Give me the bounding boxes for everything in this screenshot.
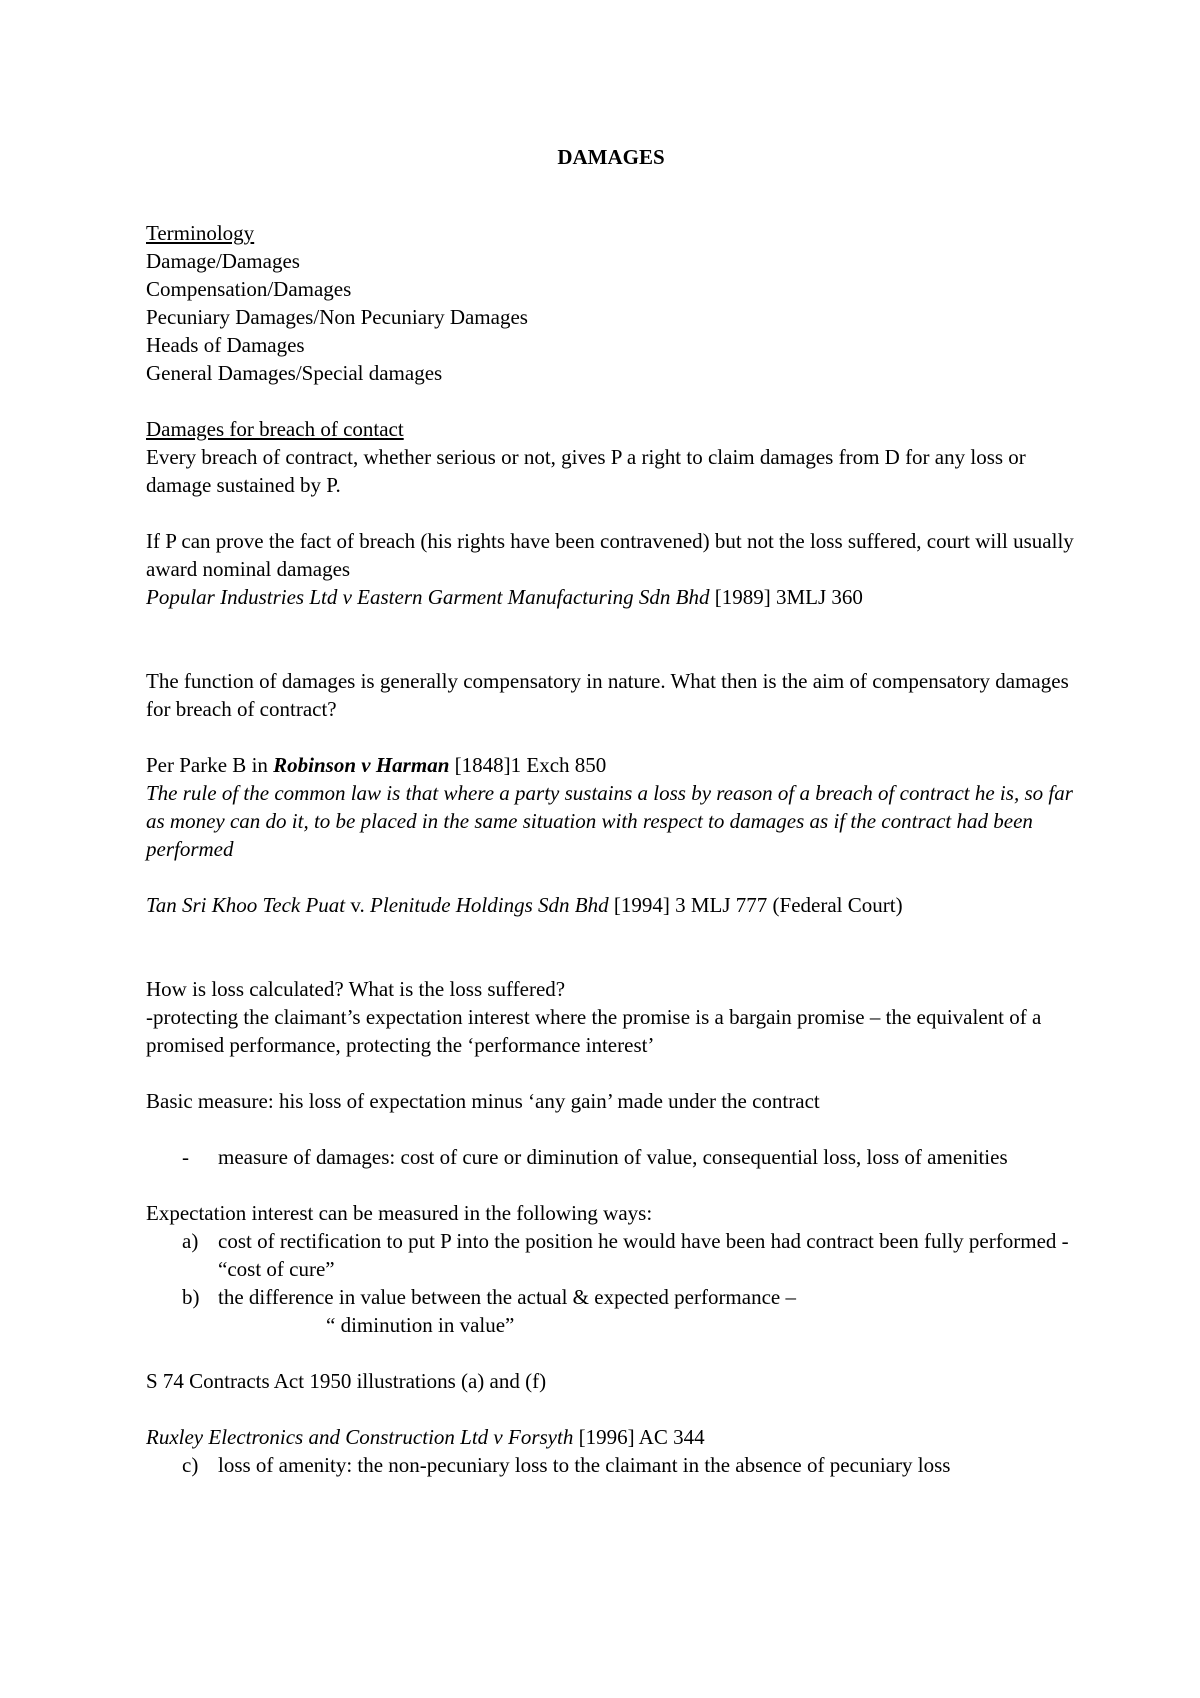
document-title: DAMAGES	[557, 145, 665, 169]
robinson-quote: The rule of the common law is that where a party sustains a loss by reason of a breach of contract he is, so far as money can do it, to be placed in the same situation with respect to damages as if the contract had been performed	[146, 781, 1073, 861]
terminology-item: Damage/Damages	[146, 249, 300, 273]
nominal-damages-paragraph: If P can prove the fact of breach (his rights have been contravened) but not the loss suffered, court will usually award nominal damages	[146, 529, 1074, 581]
citation-prefix: Per Parke B in	[146, 753, 274, 777]
statute-reference: S 74 Contracts Act 1950 illustrations (a) and (f)	[146, 1369, 547, 1393]
list-item	[146, 1227, 1076, 1283]
amenity-list	[146, 1451, 1076, 1479]
breach-paragraph: Every breach of contract, whether serious or not, gives P a right to claim damages from D for any loss or damage sustained by P.	[146, 445, 1026, 497]
ruxley-section	[146, 1423, 1076, 1479]
dash-marker: -	[182, 1145, 189, 1169]
case-name: Robinson v Harman	[273, 753, 450, 777]
case-citation-ruxley	[146, 1423, 1076, 1451]
list-marker: c)	[182, 1453, 199, 1477]
basic-measure: Basic measure: his loss of expectation minus ‘any gain’ made under the contract	[146, 1089, 820, 1113]
list-item-text: measure of damages: cost of cure or diminution of value, consequential loss, loss of amenities	[218, 1145, 1008, 1169]
case-v: v.	[345, 893, 371, 917]
case-name: Tan Sri Khoo Teck Puat	[146, 893, 346, 917]
loss-section	[146, 975, 1076, 1171]
breach-heading: Damages for breach of contact	[146, 417, 404, 441]
case-cite: [1996] AC 344	[573, 1425, 705, 1449]
list-item-text: the difference in value between the actual & expected performance –	[218, 1285, 796, 1309]
case-cite: [1848]1 Exch 850	[449, 753, 607, 777]
expectation-intro: Expectation interest can be measured in the following ways:	[146, 1201, 653, 1225]
case-name-2: Plenitude Holdings Sdn Bhd	[370, 893, 609, 917]
terminology-item: Compensation/Damages	[146, 277, 352, 301]
terminology-item: Heads of Damages	[146, 333, 305, 357]
loss-paragraph: -protecting the claimant’s expectation interest where the promise is a bargain promise – the equivalent of a promised performance, protecting the ‘performance interest’	[146, 1005, 1042, 1057]
list-item-text: cost of rectification to put P into the position he would have been had contract been fully performed - “cost of cure”	[218, 1229, 1069, 1281]
breach-section	[146, 415, 1076, 611]
measure-list	[146, 1143, 1076, 1171]
terminology-heading: Terminology	[146, 221, 255, 245]
document-page	[146, 143, 1076, 1479]
function-paragraph: The function of damages is generally compensatory in nature. What then is the aim of compensatory damages for breach of contract?	[146, 669, 1069, 721]
list-item	[146, 1451, 1076, 1479]
list-marker: b)	[182, 1285, 200, 1309]
expectation-section	[146, 1199, 1076, 1339]
robinson-citation	[146, 751, 1076, 779]
case-cite: [1994] 3 MLJ 777 (Federal Court)	[608, 893, 903, 917]
robinson-section	[146, 751, 1076, 863]
expectation-list	[146, 1227, 1076, 1339]
case-citation-khoo	[146, 891, 1076, 919]
loss-question: How is loss calculated? What is the loss suffered?	[146, 977, 566, 1001]
case-name: Ruxley Electronics and Construction Ltd v Forsyth	[146, 1425, 574, 1449]
list-marker: a)	[182, 1229, 199, 1253]
list-item	[146, 1283, 1076, 1339]
list-item-text: loss of amenity: the non-pecuniary loss to the claimant in the absence of pecuniary loss	[218, 1453, 951, 1477]
terminology-item: General Damages/Special damages	[146, 361, 443, 385]
case-cite: [1989] 3MLJ 360	[709, 585, 863, 609]
terminology-section	[146, 219, 1076, 387]
list-item	[146, 1143, 1076, 1171]
list-item-subtext: “ diminution in value”	[326, 1313, 515, 1337]
terminology-item: Pecuniary Damages/Non Pecuniary Damages	[146, 305, 528, 329]
case-name: Popular Industries Ltd v Eastern Garment Manufacturing Sdn Bhd	[146, 585, 710, 609]
case-citation-popular	[146, 583, 1076, 611]
